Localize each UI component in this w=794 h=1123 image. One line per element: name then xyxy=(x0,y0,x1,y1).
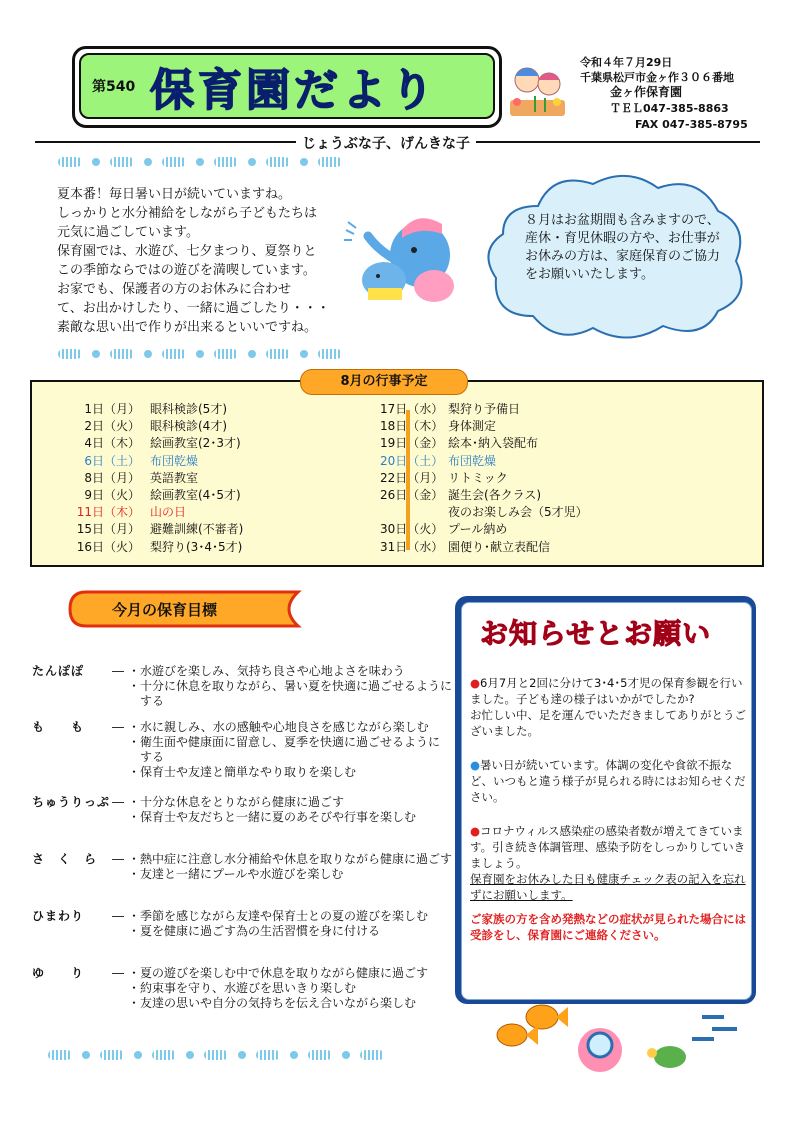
notice-paragraph-3 xyxy=(470,823,748,903)
bullet-icon: ● xyxy=(470,824,481,838)
goal-item: ・水遊びを楽しみ、気持ち良さや心地よさを味わう xyxy=(127,664,405,678)
event-date: 31日（水） xyxy=(380,539,444,554)
dot-border-top xyxy=(58,155,342,169)
event-row xyxy=(380,521,588,538)
goal-class-name: たんぽぽ xyxy=(32,664,85,678)
event-name: 誕生会(各クラス) xyxy=(448,488,542,503)
event-date: 8日（月） xyxy=(84,470,140,485)
event-date: 15日（月） xyxy=(76,522,140,537)
goal-dash: ― xyxy=(111,664,124,678)
event-date: 19日（金） xyxy=(380,436,444,451)
goal-item: ・保育士や友だちと一緒に夏のあそびや行事を楽しむ xyxy=(128,810,417,824)
event-date: 1日（月） xyxy=(84,402,140,416)
goal-item: ・保育士や友達と簡単なやり取りを楽しむ xyxy=(128,765,357,779)
event-row xyxy=(30,521,243,538)
event-row xyxy=(30,401,243,418)
event-row xyxy=(30,470,243,487)
intro-line: 夏本番！毎日暑い日が続いていますね。 xyxy=(57,187,292,202)
event-date: 2日（火） xyxy=(84,419,140,434)
notice-paragraph-1 xyxy=(470,675,748,739)
bullet-icon: ● xyxy=(470,676,481,690)
goal-items xyxy=(128,795,416,825)
goal-item: ・衛生面や健康面に留意し、夏季を快適に過ごせるように xyxy=(128,735,441,749)
event-name: 絵画教室(4･5才) xyxy=(150,488,241,503)
goal-item: する xyxy=(127,694,164,708)
goal-row xyxy=(32,909,452,939)
event-row xyxy=(380,539,588,556)
event-date: 30日（火） xyxy=(380,522,444,537)
underwater-illustration xyxy=(492,995,767,1085)
event-date: 22日（月） xyxy=(380,470,444,485)
goal-item: ・熱中症に注意し水分補給や休息を取りながら健康に過ごす xyxy=(127,852,452,866)
goal-item: ・夏の遊びを楽しむ中で休息を取りながら健康に過ごす xyxy=(128,966,429,980)
goal-dash: ― xyxy=(112,966,124,980)
goal-item: ・友達と一緒にプールや水遊びを楽しむ xyxy=(127,867,344,881)
event-row xyxy=(380,418,588,435)
intro-text xyxy=(57,185,332,337)
event-row xyxy=(380,504,588,521)
event-date xyxy=(380,504,438,521)
goal-row xyxy=(32,852,452,882)
goal-row xyxy=(32,795,452,825)
school-address: 千葉県松戸市金ヶ作３０６番地 xyxy=(580,71,734,84)
notice-text: お忙しい中、足を運んでいただきましてありがとうございました。 xyxy=(470,708,746,738)
goal-row xyxy=(32,966,452,1011)
event-name: 身体測定 xyxy=(448,419,497,434)
notice-text: 6月7月と2回に分けて3･4･5才児の保育参観を行いました。子ども達の様子はいかがでしたか? xyxy=(470,676,743,706)
dot-border-bottom xyxy=(48,1048,384,1062)
intro-line: 元気に過ごしています。 xyxy=(57,225,199,240)
children-flowers-illustration xyxy=(505,52,575,122)
event-name: 布団乾燥 xyxy=(448,453,497,468)
school-fax: FAX 047-385-8795 xyxy=(635,118,748,131)
intro-line: て、お出かけしたり、一緒に過ごしたり・・・ xyxy=(57,301,330,316)
goal-items xyxy=(128,909,428,939)
newsletter-title: 保育園だより xyxy=(150,65,438,116)
notice-title: お知らせとお願い xyxy=(480,617,712,650)
issue-date: 令和４年７月29日 xyxy=(580,56,673,69)
goal-item: ・十分に休息を取りながら、暑い夏を快適に過ごせるように xyxy=(127,679,452,693)
event-date: 16日（火） xyxy=(76,539,140,554)
event-name: プール納め xyxy=(448,522,508,537)
intro-line: 素敵な思い出で作りが出来るといいですね。 xyxy=(57,320,318,335)
event-row xyxy=(380,470,588,487)
event-row xyxy=(30,504,243,521)
event-name: 梨狩り予備日 xyxy=(448,402,521,416)
goal-class-name: ちゅうりっぷ xyxy=(32,795,111,809)
goal-class-name: さ く ら xyxy=(32,852,98,866)
goal-item: ・夏を健康に過ごす為の生活習慣を身に付ける xyxy=(128,924,381,938)
notice-text: 保育園をお休みした日も健康チェック表の記入を忘れずにお願いします。 xyxy=(470,872,746,902)
notice-body xyxy=(470,675,748,961)
intro-line: この季節ならではの遊びを満喫しています。 xyxy=(57,263,316,278)
dot-border-middle xyxy=(58,347,342,361)
goal-item: ・約束事を守り、水遊びを思いきり楽しむ xyxy=(128,981,357,995)
intro-line: お家でも、保護者の方のお休みに合わせ xyxy=(57,282,292,297)
goal-row xyxy=(32,720,452,780)
notice-text: 暑い日が続いています。体調の変化や食欲不振など、いつもと違う様子が見られる時にはお知らせください。 xyxy=(470,758,746,804)
goal-items xyxy=(128,966,428,1011)
event-row xyxy=(30,435,243,452)
motto: じょうぶな子、げんきな子 xyxy=(296,133,476,153)
event-date: 18日（木） xyxy=(380,419,444,434)
goal-dash: ― xyxy=(112,720,124,734)
goal-item: ・水に親しみ、水の感触や心地良さを感じながら楽しむ xyxy=(128,720,429,734)
event-date: 17日（水） xyxy=(380,402,444,416)
goal-row xyxy=(32,664,452,709)
event-name: リトミック xyxy=(448,470,508,485)
cloud-line: お休みの方は、家庭保育のご協力 xyxy=(525,249,721,264)
event-name: 避難訓練(不審者) xyxy=(150,522,244,537)
goal-item: ・友達の思いや自分の気持ちを伝え合いながら楽しむ xyxy=(128,996,417,1010)
notice-text: コロナウィルス感染症の感染者数が増えてきています。引き続き体調管理、感染予防をしっかりしていきましょう。 xyxy=(470,824,746,870)
event-row xyxy=(380,453,588,470)
event-name: 夜のお楽しみ会（5才児） xyxy=(448,505,588,520)
goal-item: ・季節を感じながら友達や保育士との夏の遊びを楽しむ xyxy=(128,909,429,923)
events-left-list xyxy=(30,401,243,556)
event-date: 6日（土） xyxy=(84,453,140,468)
elephants-illustration xyxy=(338,200,468,310)
goal-items xyxy=(128,664,452,709)
events-title: 8月の行事予定 xyxy=(300,369,468,395)
event-date: 20日（土） xyxy=(380,453,444,468)
goal-dash: ― xyxy=(112,795,124,809)
school-name: 金ヶ作保育園 xyxy=(610,85,683,99)
notice-paragraph-2 xyxy=(470,757,748,805)
event-name: 眼科検診(4才) xyxy=(150,419,227,434)
event-row xyxy=(380,487,588,504)
event-date: 4日（木） xyxy=(84,436,140,451)
event-row xyxy=(380,435,588,452)
event-name: 梨狩り(3･4･5才) xyxy=(150,539,243,554)
cloud-line: をお願いいたします。 xyxy=(525,267,654,282)
event-row xyxy=(380,401,588,418)
goal-items xyxy=(128,852,452,882)
cloud-message xyxy=(525,212,725,284)
intro-line: 保育園では、水遊び、七夕まつり、夏祭りと xyxy=(57,244,317,259)
notice-alert: ご家族の方を含め発熱などの症状が見られた場合には受診をし、保育園にご連絡ください。 xyxy=(470,912,746,942)
goal-dash: ― xyxy=(112,909,124,923)
goal-item: する xyxy=(128,750,165,764)
event-date: 26日（金） xyxy=(380,488,444,503)
event-row xyxy=(30,539,243,556)
event-name: 絵本･納入袋配布 xyxy=(448,436,539,451)
event-date: 11日（木） xyxy=(76,505,140,520)
goal-dash: ― xyxy=(111,852,124,866)
goals-title: 今月の保育目標 xyxy=(112,601,218,619)
event-row xyxy=(30,418,243,435)
event-name: 布団乾燥 xyxy=(150,453,199,468)
events-right-list xyxy=(380,401,588,556)
bullet-icon: ● xyxy=(470,758,481,772)
event-row xyxy=(30,453,243,470)
goal-items xyxy=(128,720,440,780)
school-tel: ＴＥＬ047-385-8863 xyxy=(610,102,729,115)
issue-number: 第540 xyxy=(92,79,136,95)
goal-class-name: も も xyxy=(32,720,85,734)
goal-item: ・十分な休息をとりながら健康に過ごす xyxy=(128,795,345,809)
event-name: 園便り･献立表配信 xyxy=(448,539,551,554)
event-name: 英語教室 xyxy=(150,470,199,485)
goal-class-name: ひまわり xyxy=(32,909,85,923)
event-name: 山の日 xyxy=(150,505,187,520)
event-name: 眼科検診(5才) xyxy=(150,402,227,416)
event-row xyxy=(30,487,243,504)
intro-line: しっかりと水分補給をしながら子どもたちは xyxy=(57,206,318,221)
event-name: 絵画教室(2･3才) xyxy=(150,436,241,451)
cloud-line: 産休・育児休暇の方や、お仕事が xyxy=(525,231,720,246)
goal-class-name: ゆ り xyxy=(32,966,85,980)
event-date: 9日（火） xyxy=(84,488,140,503)
cloud-line: ８月はお盆期間も含みますので、 xyxy=(525,213,720,228)
